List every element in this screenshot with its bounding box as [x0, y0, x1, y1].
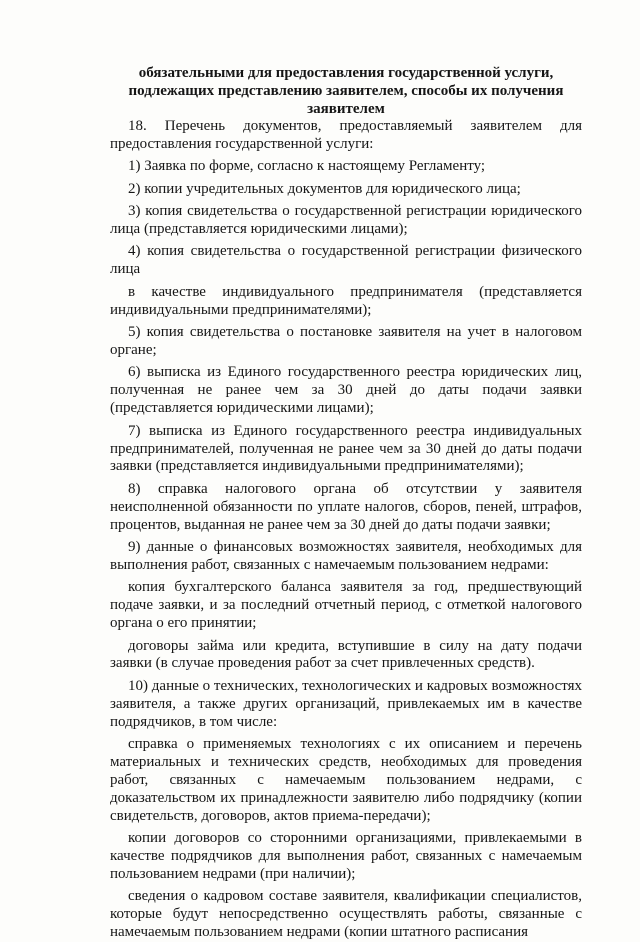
list-item-9-balance: копия бухгалтерского баланса заявителя за год, предшествующий подаче заявки, и за последний отчетный период, с отметкой налогового органа о его принятии; [110, 579, 582, 632]
heading-line-2: подлежащих представлению заявителем, способы их получения [128, 83, 564, 99]
list-item-9-loans: договоры займа или кредита, вступившие в силу на дату подачи заявки (в случае проведения работ за счет привлеченных средств). [110, 637, 582, 672]
list-item-10-staff: сведения о кадровом составе заявителя, квалификации специалистов, которые будут непосредственно осуществлять работы, связанные с намечаемым пользованием недрами (копии штатного расписания [110, 888, 582, 941]
heading-line-3: заявителем [307, 101, 385, 117]
list-item-10-technologies: справка о применяемых технологиях с их описанием и перечень материальных и технических средств, необходимых для проведения работ, связанных с намечаемым пользованием недрами, с доказательством их принадлежности заявителю либо подрядчику (копии свидетельств, договоров, актов приема-передачи); [110, 736, 582, 824]
paragraph-18-intro: 18. Перечень документов, предоставляемый заявителем для предоставления государственной услуги: [110, 118, 582, 152]
list-item-10: 10) данные о технических, технологических и кадровых возможностях заявителя, а также других организаций, привлекаемых им в качестве подрядчиков, в том числе: [110, 677, 582, 730]
list-item-8: 8) справка налогового органа об отсутствии у заявителя неисполненной обязанности по уплате налогов, сборов, пеней, штрафов, процентов, выданная не ранее чем за 30 дней до даты подачи заявки; [110, 480, 582, 533]
section-heading [110, 64, 582, 118]
list-item-4: 4) копия свидетельства о государственной регистрации физического лица [110, 243, 582, 278]
list-item-5: 5) копия свидетельства о постановке заявителя на учет в налоговом органе; [110, 324, 582, 358]
list-item-1: 1) Заявка по форме, согласно к настоящему Регламенту; [128, 158, 486, 175]
list-item-6: 6) выписка из Единого государственного реестра юридических лиц, полученная не ранее чем за 30 дней до даты подачи заявки (представляется юридическими лицами); [110, 364, 582, 417]
list-item-2: 2) копии учредительных документов для юридического лица; [128, 180, 521, 197]
heading-line-1: обязательными для предоставления государственной услуги, [138, 65, 554, 81]
list-item-3: 3) копия свидетельства о государственной регистрации юридического лица (представляется юридическими лицами); [110, 203, 582, 238]
list-item-7: 7) выписка из Единого государственного реестра индивидуальных предпринимателей, полученная не ранее чем за 30 дней до даты подачи заявки (представляется индивидуальными предпринимателями); [110, 422, 582, 475]
list-item-10-contracts: копии договоров со сторонними организациями, привлекаемыми в качестве подрядчиков для выполнения работ, связанных с намечаемым пользованием недрами (при наличии); [110, 830, 582, 882]
list-item-4-continuation: в качестве индивидуального предпринимателя (представляется индивидуальными предпринимателями); [110, 283, 582, 318]
document-body [110, 118, 582, 942]
list-item-9: 9) данные о финансовых возможностях заявителя, необходимых для выполнения работ, связанных с намечаемым пользованием недрами: [110, 539, 582, 573]
